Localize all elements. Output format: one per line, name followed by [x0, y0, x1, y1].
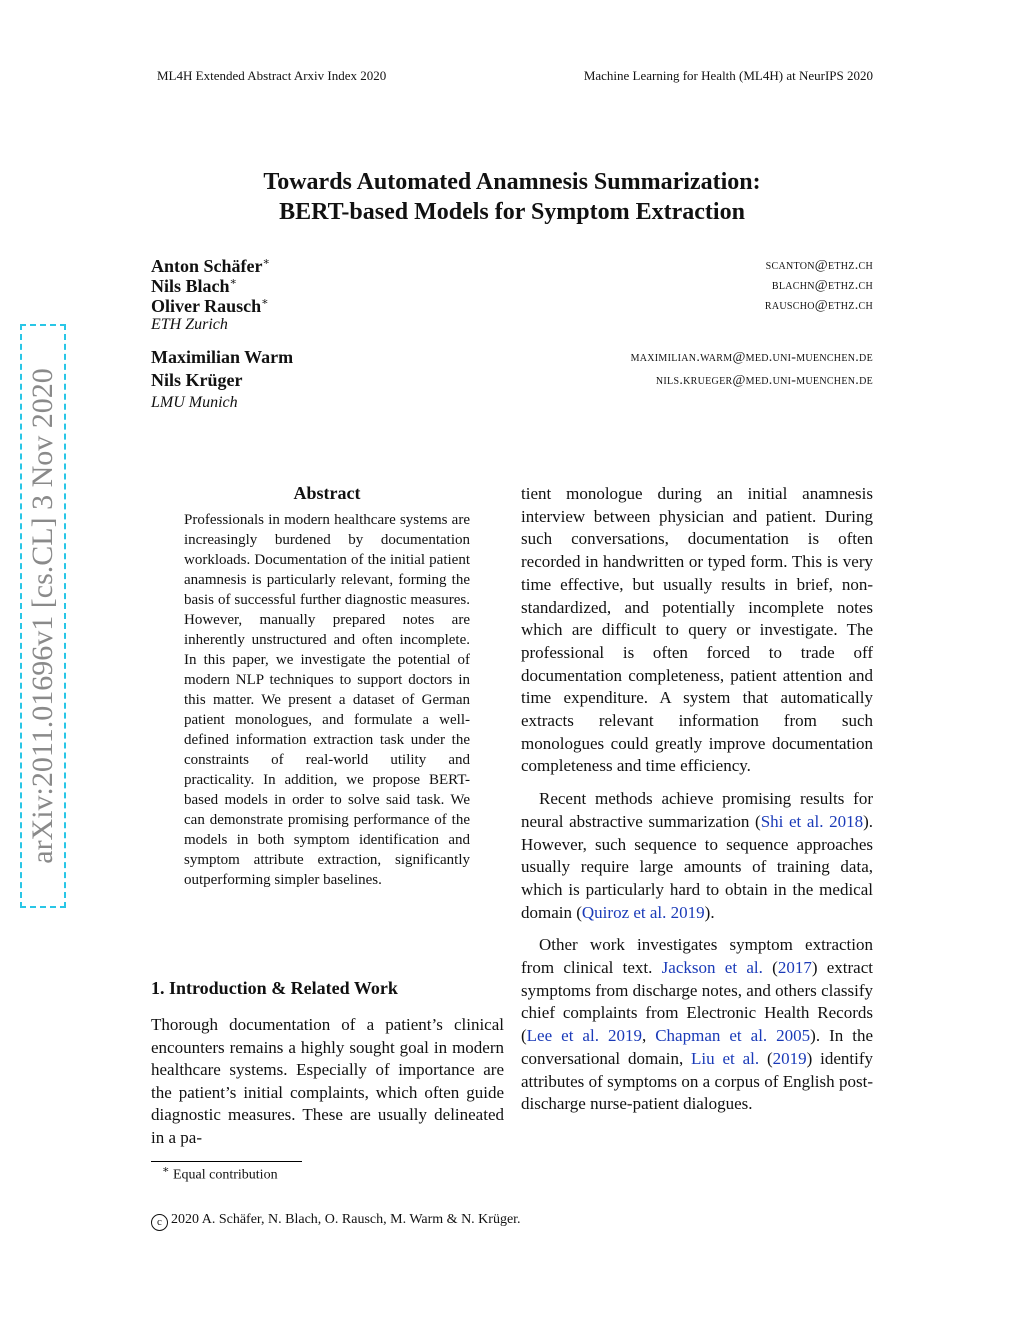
section-heading: 1. Introduction & Related Work — [151, 978, 398, 998]
paragraph: tient monologue during an initial anamnesis interview between physician and patient. During such conversations, documentation is often recorded in handwritten or typed form. This is very time effective, but usually results in brief, non-standardized, and potentially incomplete notes which are difficult to query or investigate. The professional is often forced to trade off documentation completeness, patient attention and time expenditure. A system that automatically extracts relevant information from such monologues could greatly improve documentation completeness and time efficiency. — [521, 484, 873, 776]
footnote: ∗ Equal contribution — [162, 1164, 278, 1183]
citation-link[interactable]: Liu et al. — [691, 1048, 760, 1068]
affiliation: LMU Munich — [151, 394, 238, 411]
paper-title — [0, 167, 1024, 227]
arxiv-stamp[interactable] — [20, 324, 66, 908]
author-email[interactable]: rauscho@ethz.ch — [764, 298, 873, 313]
citation-link[interactable]: Lee et al. 2019 — [526, 1026, 642, 1046]
citation-link[interactable]: Jackson et al. — [661, 958, 763, 978]
abstract-text: Professionals in modern healthcare systems are increasingly burdened by documentation workloads. Documentation of the initial patient anamnesis is particularly relevant, forming the basis of successful further diagnostic measures. However, manually prepared notes are inherently unstructured and often incomplete. In this paper, we investigate the potential of modern NLP techniques to support doctors in this matter. We present a dataset of German patient monologues, and formulate a well-defined information extraction task under the constraints of real-world utility and practicality. In addition, we propose BERT-based models in order to solve said task. We can demonstrate promising performance of the models in both symptom identification and symptom attribute extraction, significantly outperforming simpler baselines. — [184, 512, 470, 888]
author-name: Maximilian Warm — [151, 347, 294, 367]
title-line-2: BERT-based Models for Symptom Extraction — [279, 199, 745, 225]
citation-link[interactable]: Chapman et al. 2005 — [655, 1026, 811, 1046]
paragraph: Other work investigates symptom extraction from clinical text. Jackson et al. (2017) extract symptoms from discharge notes, and others classify chief complaints from Electronic Health Records (Lee et al. 2019, Chapman et al. 2005). In the conversational domain, Liu et al. (2019) identify attributes of symptoms on a corpus of English post-discharge nurse-patient dialogues. — [521, 935, 874, 1114]
arxiv-stamp-text: arXiv:2011.01696v1 [cs.CL] 3 Nov 2020 — [26, 368, 59, 864]
title-line-1: Towards Automated Anamnesis Summarization: — [263, 169, 761, 195]
citation-link[interactable]: Shi et al. 2018 — [760, 811, 864, 831]
author-name: Nils Krüger — [151, 370, 243, 390]
citation-link[interactable]: Quiroz et al. 2019 — [581, 902, 705, 922]
footnote-rule — [151, 1161, 302, 1162]
author-email[interactable]: nils.krueger@med.uni-muenchen.de — [655, 373, 873, 388]
citation-link[interactable]: 2019 — [772, 1048, 807, 1068]
author-name: Nils Blach∗ — [151, 276, 237, 296]
author-name: Anton Schäfer∗ — [151, 256, 270, 276]
author-email[interactable]: blachn@ethz.ch — [771, 278, 873, 293]
intro-paragraph: Thorough documentation of a patient’s clinical encounters remains a highly sought goal in modern healthcare systems. Especially of importance are the patient’s initial complaints, which often guide diagnostic measures. These are usually delineated in a pa- — [151, 1015, 504, 1147]
running-header-right: Machine Learning for Health (ML4H) at NeurIPS 2020 — [583, 68, 873, 83]
copyright-footer: c 2020 A. Schäfer, N. Blach, O. Rausch, M. Warm & N. Krüger. — [151, 1212, 521, 1231]
right-column — [521, 483, 873, 1116]
citation-link[interactable]: 2017 — [777, 958, 812, 978]
copyright-icon: c — [151, 1214, 168, 1231]
running-header-left: ML4H Extended Abstract Arxiv Index 2020 — [157, 68, 387, 83]
affiliation: ETH Zurich — [151, 316, 228, 333]
paragraph: Recent methods achieve promising results for neural abstractive summarization (Shi et al. 2018). However, such sequence to sequence approaches usually require large amounts of training data, which is particularly hard to obtain in the medical domain (Quiroz et al. 2019). — [521, 789, 873, 922]
abstract-heading: Abstract — [293, 483, 361, 503]
author-email[interactable]: scanton@ethz.ch — [765, 258, 873, 273]
author-name: Oliver Rausch∗ — [151, 296, 269, 316]
author-email[interactable]: maximilian.warm@med.uni-muenchen.de — [630, 350, 873, 365]
